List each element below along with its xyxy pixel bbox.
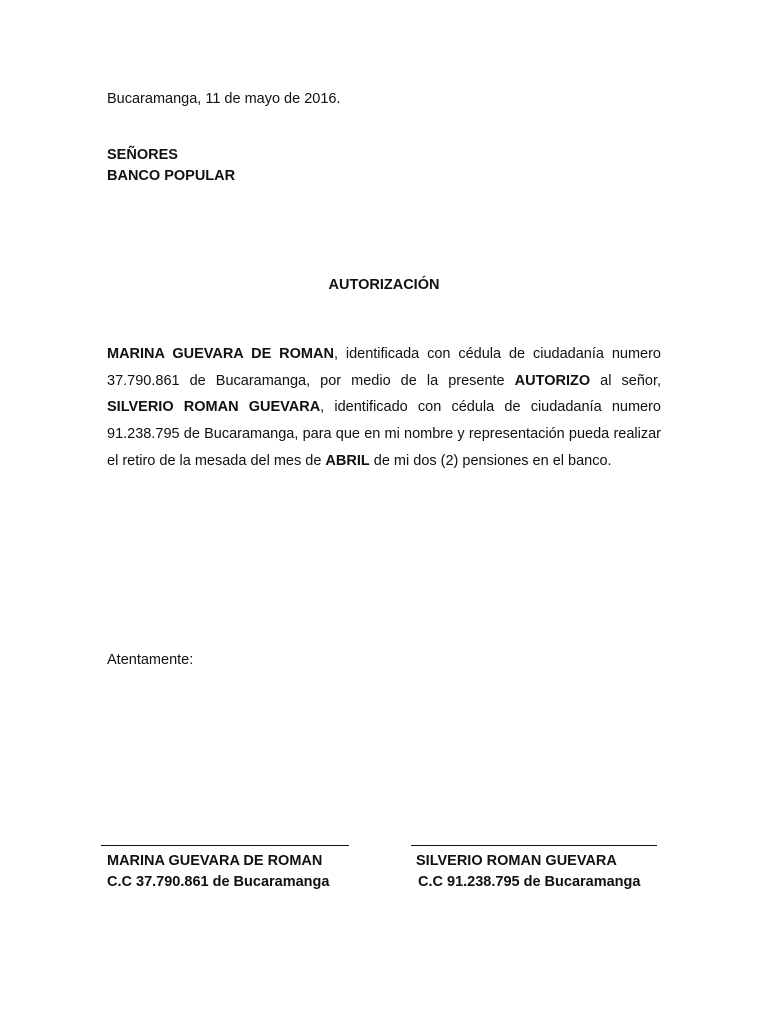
signature-id: C.C 37.790.861 de Bucaramanga xyxy=(107,874,330,890)
authorization-paragraph xyxy=(107,341,661,475)
signature-line-grantee xyxy=(411,845,657,846)
grantor-name: MARINA GUEVARA DE ROMAN xyxy=(107,346,334,362)
signature-block-grantor xyxy=(107,851,329,893)
signature-line-grantor xyxy=(101,845,349,846)
signature-name: SILVERIO ROMAN GUEVARA xyxy=(416,853,617,869)
signature-block-grantee xyxy=(416,851,640,893)
authorize-word: AUTORIZO xyxy=(514,372,591,389)
document-title: AUTORIZACIÓN xyxy=(328,277,440,293)
signature-name: MARINA GUEVARA DE ROMAN xyxy=(107,853,323,869)
body-text-2: al señor, xyxy=(590,372,662,389)
grantee-name: SILVERIO ROMAN GUEVARA xyxy=(107,399,321,416)
body-text-4: de mi dos (2) pensiones en el banco. xyxy=(369,452,612,469)
closing-text: Atentamente: xyxy=(107,652,194,668)
body-text-3: , identificado con cédula de ciudadanía numero 91.238.795 de Bucaramanga, para que en mi nombre y representación pueda realizar el retiro de la mesada del mes de xyxy=(107,399,661,469)
month-name: ABRIL xyxy=(325,452,370,469)
addressee-block xyxy=(107,145,235,187)
addressee-line-1: SEÑORES xyxy=(107,147,178,163)
body-text-1: , identificada con cédula de ciudadanía numero 37.790.861 de Bucaramanga, por medio de la presente xyxy=(107,346,661,389)
addressee-line-2: BANCO POPULAR xyxy=(107,168,236,184)
date-line: Bucaramanga, 11 de mayo de 2016. xyxy=(107,91,341,107)
signature-id: C.C 91.238.795 de Bucaramanga xyxy=(418,874,641,890)
